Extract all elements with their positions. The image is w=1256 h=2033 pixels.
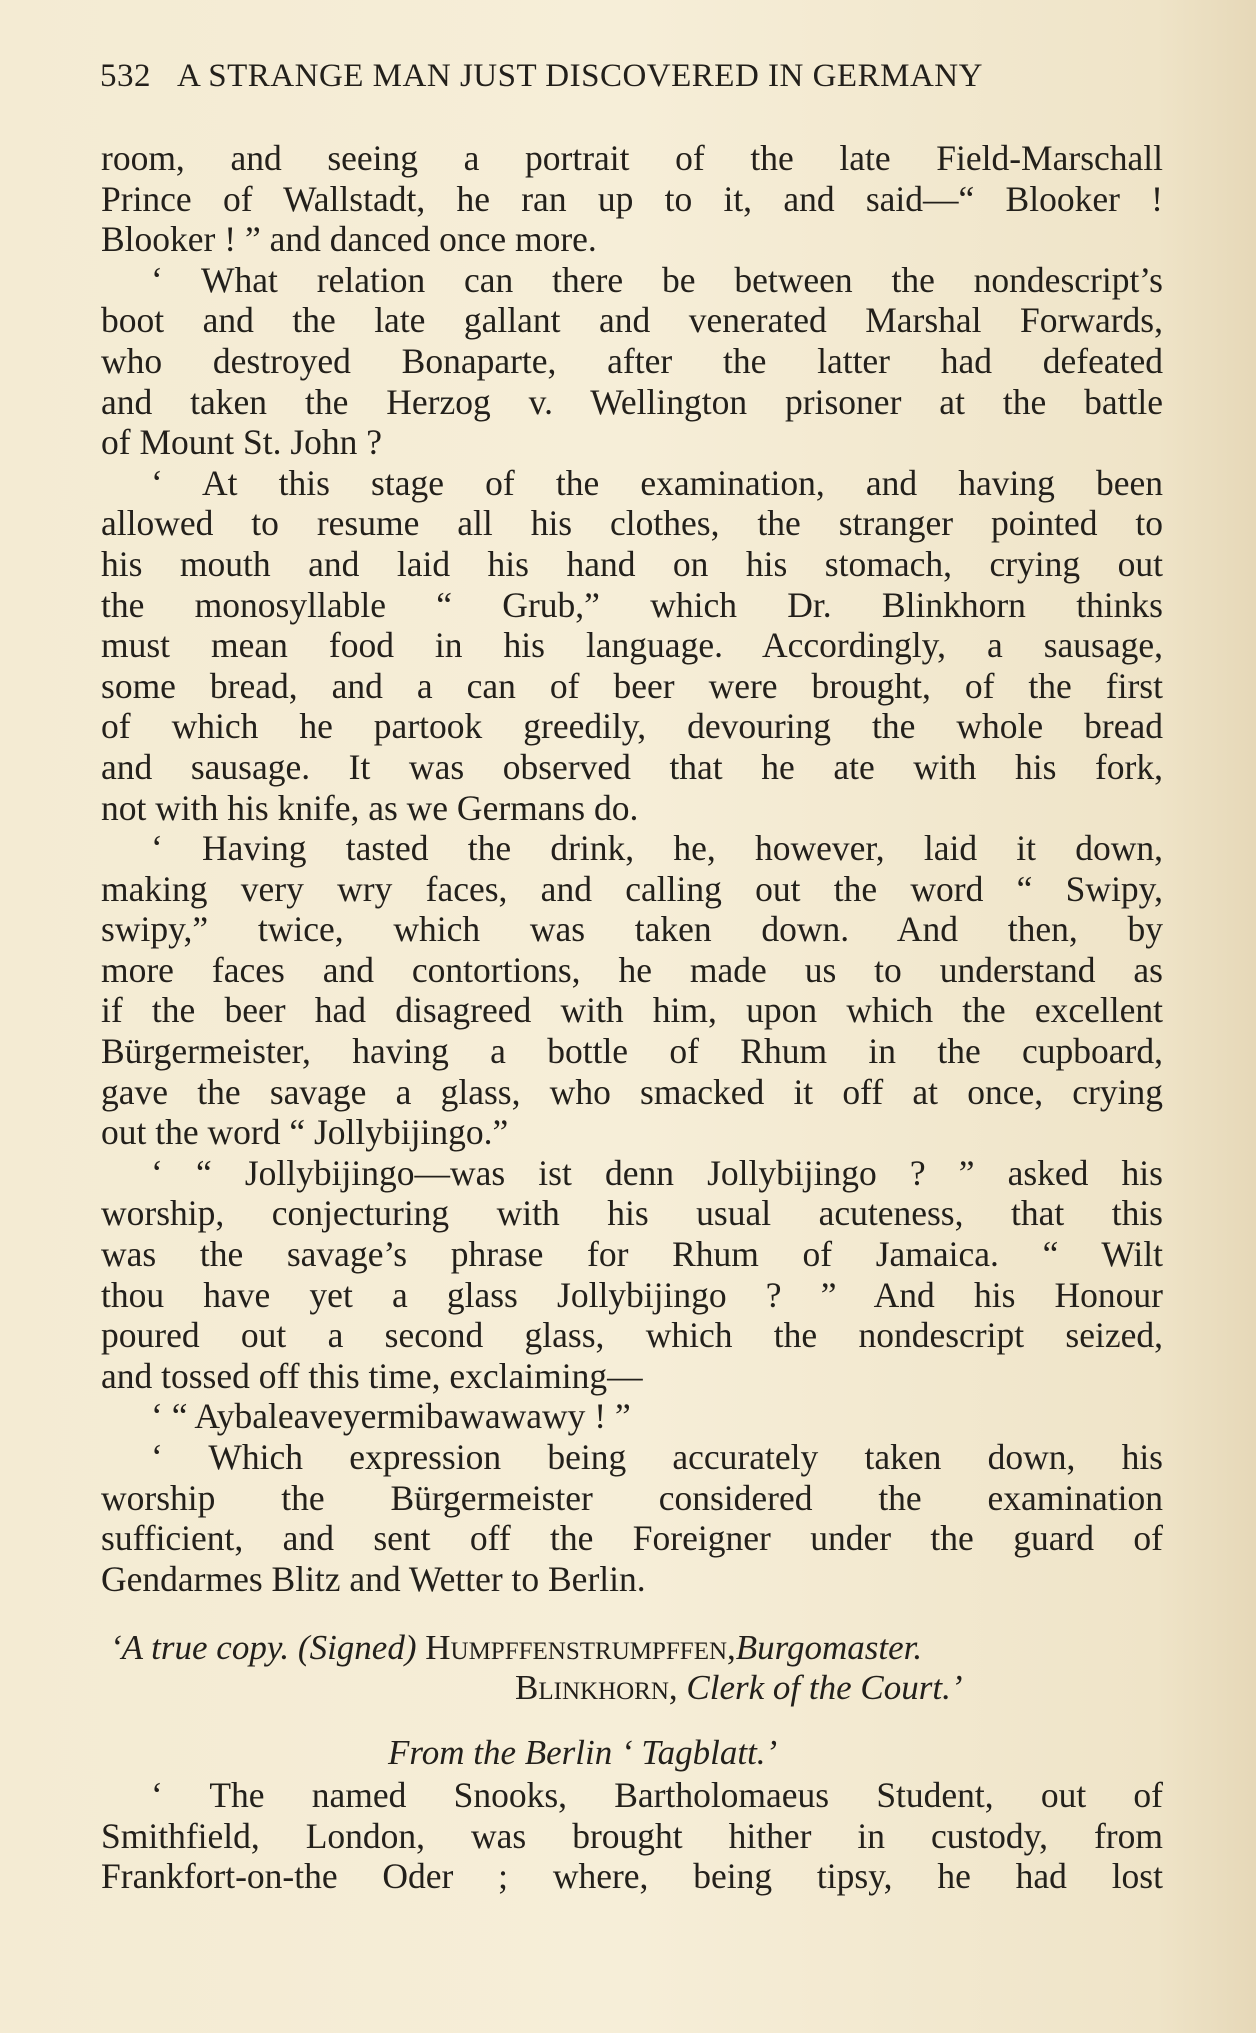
text-line: and sausage. It was observed that he ate with his fork,	[101, 746, 1163, 787]
text-line: ‘ The named Snooks, Bartholomaeus Student, out of	[151, 1775, 1163, 1815]
text-line: the monosyllable “ Grub,” which Dr. Blinkhorn thinks	[101, 584, 1163, 625]
text-line: thou have yet a glass Jollybijingo ? ” And his Honour	[101, 1274, 1163, 1315]
text-line: if the beer had disagreed with him, upon which the excellent	[101, 990, 1163, 1031]
text-line: his mouth and laid his hand on his stomach, crying out	[101, 543, 1163, 584]
text-line: out the word “ Jollybijingo.”	[101, 1112, 509, 1153]
clerk-title: Clerk of the Court.’	[686, 1668, 963, 1707]
text-line: making very wry faces, and calling out the word “ Swipy,	[101, 868, 1163, 909]
text-line: Bürgermeister, having a bottle of Rhum in the cupboard,	[101, 1031, 1163, 1072]
running-header	[100, 58, 1166, 95]
running-title: A STRANGE MAN JUST DISCOVERED IN GERMANY	[177, 58, 983, 94]
body-text	[101, 138, 1163, 1599]
text-line: some bread, and a can of beer were brought, of the first	[101, 665, 1163, 706]
text-line: of which he partook greedily, devouring the whole bread	[101, 706, 1163, 747]
text-line: worship, conjecturing with his usual acuteness, that this	[101, 1193, 1163, 1234]
text-line: Blooker ! ” and danced once more.	[101, 219, 597, 260]
text-line: and tossed off this time, exclaiming—	[101, 1355, 643, 1396]
text-line: swipy,” twice, which was taken down. And then, by	[101, 909, 1163, 950]
text-line: must mean food in his language. Accordingly, a sausage,	[101, 625, 1163, 666]
burgomaster-title: Burgomaster.	[735, 1628, 923, 1667]
text-line: Smithfield, London, was brought hither in custody, from	[101, 1815, 1163, 1856]
text-line: Frankfort-on-the Oder ; where, being tipsy, he had lost	[101, 1856, 1163, 1897]
text-line: who destroyed Bonaparte, after the latter had defeated	[101, 340, 1163, 381]
text-line: more faces and contortions, he made us to understand as	[101, 949, 1163, 990]
text-line: ‘ “ Aybaleaveyermibawawawy ! ”	[151, 1396, 631, 1437]
section-heading: From the Berlin ‘ Tagblatt.’	[388, 1733, 778, 1772]
text-line: ‘ What relation can there be between the nondescript’s	[151, 259, 1163, 300]
text-line: room, and seeing a portrait of the late Field-Marschall	[101, 138, 1163, 178]
page-number: 532	[100, 58, 151, 94]
text-line: ‘ Which expression being accurately taken down, his	[151, 1437, 1163, 1477]
text-line: Prince of Wallstadt, he ran up to it, and said—“ Blooker !	[101, 178, 1163, 219]
true-copy-text: ‘A true copy.	[110, 1628, 290, 1667]
signed-text: (Signed)	[297, 1628, 417, 1667]
text-line: worship the Bürgermeister considered the examination	[101, 1477, 1163, 1518]
text-line: sufficient, and sent off the Foreigner under the guard of	[101, 1518, 1163, 1559]
burgomaster-name: Humpffenstrumpffen,	[425, 1628, 736, 1667]
closing-text	[101, 1775, 1163, 1897]
text-line: not with his knife, as we Germans do.	[101, 787, 639, 828]
text-line: Gendarmes Blitz and Wetter to Berlin.	[101, 1558, 646, 1599]
text-line: of Mount St. John ?	[101, 422, 383, 463]
clerk-name: Blinkhorn,	[515, 1668, 678, 1707]
text-line: ‘ Having tasted the drink, he, however, laid it down,	[151, 828, 1163, 869]
signature-line-1	[110, 1628, 922, 1668]
text-line: ‘ “ Jollybijingo—was ist denn Jollybijingo ? ” asked his	[151, 1152, 1163, 1193]
signature-line-2	[515, 1668, 962, 1708]
text-line: gave the savage a glass, who smacked it off at once, crying	[101, 1071, 1163, 1112]
text-line: allowed to resume all his clothes, the stranger pointed to	[101, 503, 1163, 544]
text-line: and taken the Herzog v. Wellington prisoner at the battle	[101, 381, 1163, 422]
text-line: boot and the late gallant and venerated Marshal Forwards,	[101, 300, 1163, 341]
text-line: poured out a second glass, which the nondescript seized,	[101, 1315, 1163, 1356]
text-line: ‘ At this stage of the examination, and having been	[151, 462, 1163, 503]
text-line: was the savage’s phrase for Rhum of Jamaica. “ Wilt	[101, 1234, 1163, 1275]
